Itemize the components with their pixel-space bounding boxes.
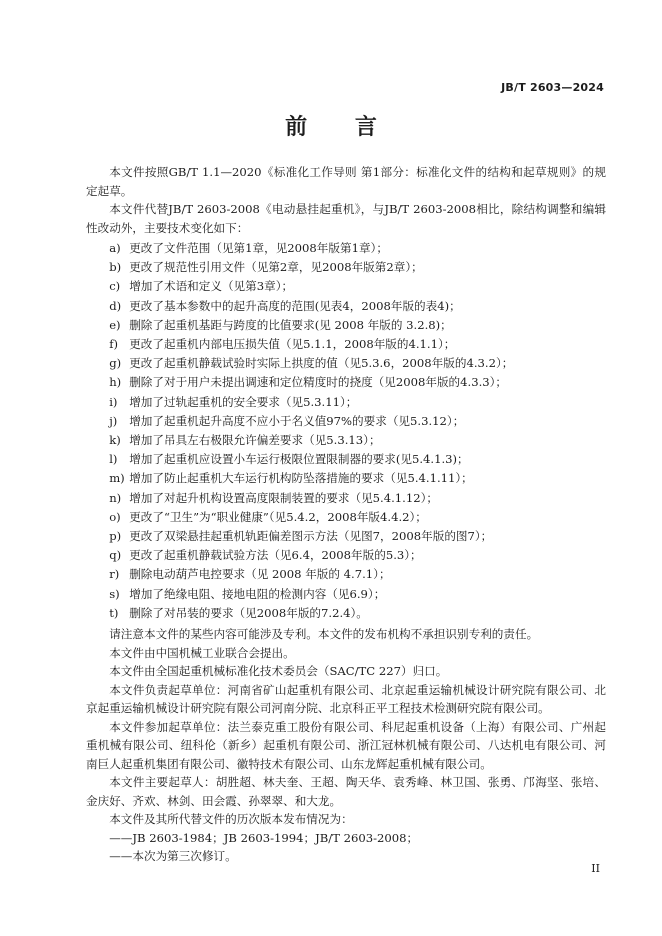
change-item bbox=[86, 450, 606, 469]
change-text: 增加了对起升机构设置高度限制装置的要求（见5.4.1.12）； bbox=[129, 490, 438, 505]
change-item bbox=[86, 297, 606, 316]
change-text: 更改了基本参数中的起升高度的范围(见表4，2008年版的表4)； bbox=[129, 298, 461, 313]
change-text: 删除了起重机基距与跨度的比值要求(见 2008 年版的 3.2.8)； bbox=[129, 317, 452, 332]
change-text: 更改了规范性引用文件（见第2章，见2008年版第2章）； bbox=[129, 260, 423, 275]
paragraph: 本文件由全国起重机械标准化技术委员会（SAC/TC 227）归口。 bbox=[109, 664, 448, 679]
change-item bbox=[86, 316, 606, 335]
change-item bbox=[86, 604, 606, 623]
change-item bbox=[86, 412, 606, 431]
change-item bbox=[86, 373, 606, 392]
paragraph: 本文件由中国机械工业联合会提出。 bbox=[109, 645, 295, 660]
change-item bbox=[86, 585, 606, 604]
change-label: f) bbox=[109, 337, 119, 352]
change-label: s) bbox=[109, 586, 120, 601]
change-label: a) bbox=[109, 241, 121, 255]
change-item bbox=[86, 239, 606, 258]
change-label: d) bbox=[109, 298, 122, 313]
change-label: e) bbox=[109, 317, 121, 332]
change-label: n) bbox=[109, 490, 122, 505]
change-text: 更改了起重机静载试验时实际上拱度的值（见5.3.6，2008年版的4.3.2）； bbox=[129, 356, 514, 371]
change-label: g) bbox=[109, 356, 122, 371]
history-item: ——本次为第三次修订。 bbox=[109, 849, 237, 864]
document-number: JB/T 2603—2024 bbox=[501, 81, 604, 94]
change-text: 删除了对吊装的要求（见2008年版的7.2.4）。 bbox=[129, 605, 368, 620]
change-label: j) bbox=[109, 413, 118, 428]
change-list bbox=[86, 239, 606, 623]
change-item bbox=[86, 335, 606, 354]
change-item bbox=[86, 258, 606, 277]
paragraph: 请注意本文件的某些内容可能涉及专利。本文件的发布机构不承担识别专利的责任。 bbox=[109, 627, 539, 642]
change-label: m) bbox=[109, 471, 125, 486]
change-item bbox=[86, 469, 606, 488]
change-label: l) bbox=[109, 452, 118, 467]
change-text: 增加了绝缘电阻、接地电阻的检测内容（见6.9）； bbox=[129, 586, 386, 601]
change-label: c) bbox=[109, 279, 121, 294]
change-text: 更改了“卫生”为“职业健康”（见5.4.2，2008年版4.4.2）； bbox=[129, 509, 427, 524]
change-label: b) bbox=[109, 260, 122, 275]
change-label: i) bbox=[109, 394, 118, 409]
change-label: o) bbox=[109, 509, 121, 524]
change-label: k) bbox=[109, 433, 121, 448]
paragraph: 本文件负责起草单位：河南省矿山起重机有限公司、北京起重运输机械设计研究院有限公司、北京起重运输机械设计研究院有限公司河南分院、北京科正平工程技术检测研究院有限公司。 bbox=[86, 682, 606, 716]
change-text: 删除了对于用户未提出调速和定位精度时的挠度（见2008年版的4.3.3）； bbox=[129, 375, 508, 390]
change-label: t) bbox=[109, 605, 119, 620]
change-label: h) bbox=[109, 375, 122, 390]
page-number: II bbox=[591, 862, 600, 875]
change-item bbox=[86, 565, 606, 584]
preface-body bbox=[86, 163, 606, 866]
change-item bbox=[86, 546, 606, 565]
paragraph: 本文件代替JB/T 2603-2008《电动悬挂起重机》，与JB/T 2603-2008相比，除结构调整和编辑性改动外，主要技术变化如下： bbox=[86, 202, 606, 235]
change-label: r) bbox=[109, 567, 120, 582]
change-text: 更改了文件范围（见第1章，见2008年版第1章）； bbox=[129, 241, 388, 255]
change-item bbox=[86, 354, 606, 373]
change-text: 更改了双梁悬挂起重机轨距偏差图示方法（见图7，2008年版的图7）； bbox=[129, 529, 493, 544]
change-label: q) bbox=[109, 548, 122, 563]
change-text: 更改了起重机内部电压损失值（见5.1.1，2008年版的4.1.1）； bbox=[129, 337, 456, 352]
change-text: 增加了过轨起重机的安全要求（见5.3.11）； bbox=[129, 394, 358, 409]
paragraph: 本文件及其所代替文件的历次版本发布情况为： bbox=[109, 812, 353, 827]
change-text: 增加了起重机应设置小车运行极限位置限制器的要求(见5.4.1.3)； bbox=[129, 452, 469, 467]
change-label: p) bbox=[109, 529, 122, 544]
change-text: 增加了起重机起升高度不应小于名义值97%的要求（见5.3.12）； bbox=[129, 413, 465, 428]
change-text: 增加了术语和定义（见第3章）； bbox=[129, 279, 294, 294]
paragraph: 本文件按照GB/T 1.1—2020《标准化工作导则 第1部分：标准化文件的结构和起草规则》的规定起草。 bbox=[86, 165, 606, 198]
change-text: 增加了防止起重机大车运行机构防坠落措施的要求（见5.4.1.11）； bbox=[129, 471, 473, 486]
change-text: 增加了吊具左右极限允许偏差要求（见5.3.13）； bbox=[129, 433, 381, 448]
change-item bbox=[86, 489, 606, 508]
change-text: 更改了起重机静载试验方法（见6.4，2008年版的5.3）； bbox=[129, 548, 422, 563]
change-item bbox=[86, 277, 606, 296]
paragraph: 本文件参加起草单位：法兰泰克重工股份有限公司、科尼起重机设备（上海）有限公司、广州起重机械有限公司、纽科伦（新乡）起重机有限公司、浙江冠林机械有限公司、八达机电有限公司、河南巨人起重机集团有限公司、徽特技术有限公司、山东龙辉起重机械有限公司。 bbox=[86, 719, 606, 771]
page-title: 前 言 bbox=[285, 115, 397, 140]
paragraph: 本文件主要起草人：胡胜超、林夫奎、王超、陶天华、袁秀峰、林卫国、张勇、邝海坚、张培、金庆好、齐欢、林剑、田会霞、孙翠翠、和大龙。 bbox=[86, 775, 606, 808]
change-item bbox=[86, 393, 606, 412]
change-item bbox=[86, 508, 606, 527]
history-item: ——JB 2603-1984；JB 2603-1994；JB/T 2603-2008； bbox=[109, 830, 419, 845]
change-item bbox=[86, 431, 606, 450]
change-item bbox=[86, 527, 606, 546]
change-text: 删除电动葫芦电控要求（见 2008 年版的 4.7.1）； bbox=[129, 567, 391, 582]
